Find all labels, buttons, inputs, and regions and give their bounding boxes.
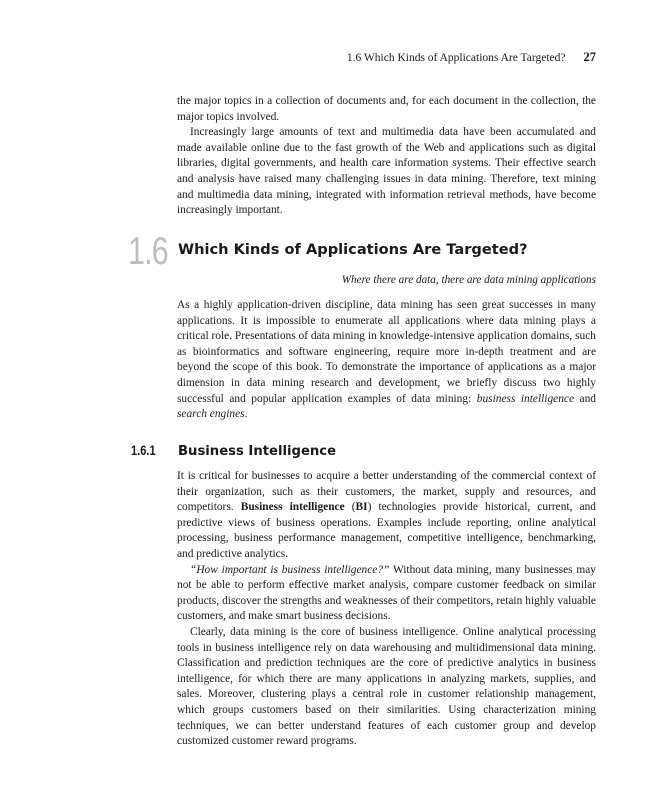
bi-paragraph-2 [177, 563, 596, 625]
running-head [176, 50, 596, 66]
paragraph-text-multimedia: Increasingly large amounts of text and multimedia data have been accumulated and made available online due to the fast growth of the Web and applications such as digital libraries, digital governments, and health care information systems. Their effective search and analysis have raised many challenging issues in data mining. Therefore, text mining and multimedia data mining, integrated with information retrieval methods, have become increasingly important. [177, 126, 596, 217]
bi-p1-rest: ) technologies provide historical, current, and predictive views of business operations. Examples include reporting, online analytical processing, business performance management, competitive intelligence, benchmarking, and predictive analytics. [177, 501, 596, 560]
subsection-title: Business Intelligence [178, 444, 337, 459]
bi-question: “How important is business intelligence?” [190, 563, 390, 576]
bi-paragraph-3: Clearly, data mining is the core of business intelligence. Online analytical processing tools in business intelligence rely on data warehousing and multidimensional data mining. Classification and prediction techniques are the core of predictive analytics in business intelligence, for which there are many applications in analyzing markets, supplies, and sales. Moreover, clustering plays a central role in customer relationship management, which groups customers based on their similarities. Using characterization mining techniques, we can better understand features of each customer group and develop customized customer reward programs. [177, 625, 596, 748]
section-intro-block [177, 298, 596, 423]
intro-period: . [244, 408, 248, 421]
page-number: 27 [583, 50, 596, 64]
bi-p1-text: It is critical for businesses to acquire a better understanding of the commercial context of their organization, such as their customers, the market, supply and resources, and competitors. [177, 470, 596, 514]
top-text-block [177, 94, 596, 219]
intro-term-bi: business intelligence [476, 392, 575, 405]
section-number: 1.6 [128, 230, 168, 273]
bi-paragraph-1 [177, 469, 596, 563]
subsection-number: 1.6.1 [131, 443, 156, 458]
subsection-body [177, 469, 596, 750]
bi-p2-text: Without data mining, many businesses may not be able to perform effective market analysis, compare customer feedback on similar products, discover the strengths and weaknesses of their competitors, retain highly valuable customers, and make smart business decisions. [177, 563, 596, 623]
bi-term: Business intelligence [240, 501, 345, 514]
running-head-title: 1.6 Which Kinds of Applications Are Targeted? [346, 52, 566, 64]
section-intro-paragraph [177, 298, 596, 423]
intro-and: and [574, 392, 597, 405]
section-title: Which Kinds of Applications Are Targeted? [178, 241, 528, 258]
paragraph-continuation: the major topics in a collection of documents and, for each document in the collection, the major topics involved. [177, 95, 596, 123]
bi-paren: ( [344, 501, 356, 514]
section-epigraph: Where there are data, there are data mining applications [341, 274, 596, 286]
intro-text: As a highly application-driven discipline, data mining has seen great successes in many applications. It is impossible to enumerate all applications where data mining plays a critical role. Presentations of data mining in knowledge-intensive application domains, such as bioinformatics and software engineering, require more in-depth treatment and are beyond the scope of this book. To demonstrate the importance of applications as a major dimension in data mining research and development, we briefly discuss two highly successful and popular application examples of data mining: [177, 299, 596, 405]
intro-term-search: search engines [177, 408, 245, 421]
bi-abbr: BI [355, 501, 368, 514]
